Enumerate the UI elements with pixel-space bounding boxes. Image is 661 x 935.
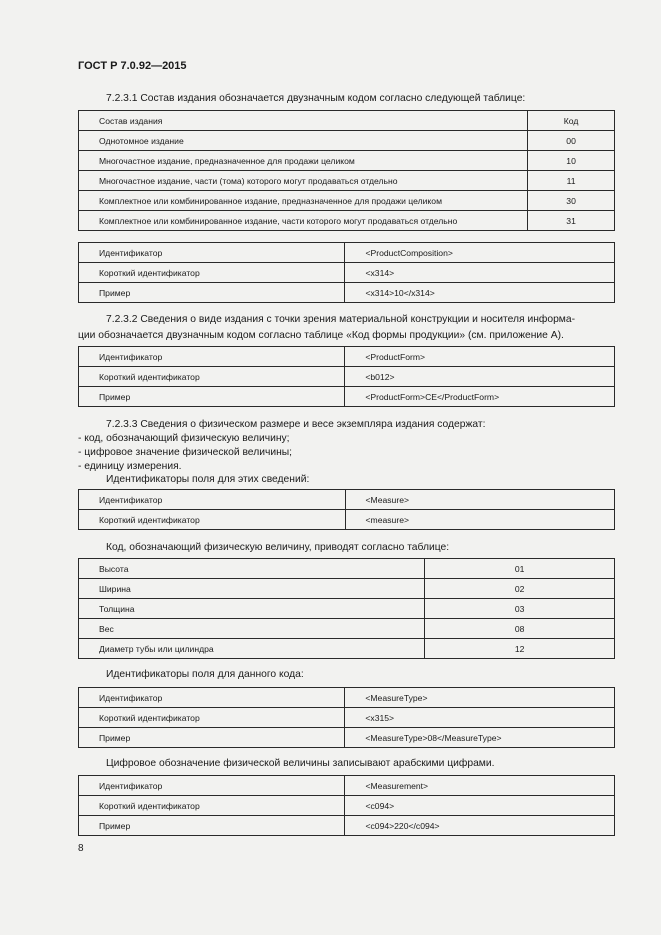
table-row [79,579,615,599]
table-cell: Многочастное издание, предназначенное для продажи целиком [79,151,528,171]
table-cell: Короткий идентификатор [79,367,345,387]
measure-type-intro: Идентификаторы поля для данного кода: [106,669,304,680]
measure-type-id-table [78,687,615,748]
table-cell: <Measurement> [345,776,615,796]
table-header-row [79,111,615,131]
table-cell: Высота [79,559,425,579]
table-cell: Короткий идентификатор [79,263,345,283]
measure-ids-intro: Идентификаторы поля для этих сведений: [106,474,310,485]
table-cell: 12 [425,639,615,659]
table-cell: Толщина [79,599,425,619]
table-cell: Пример [79,387,345,407]
table-cell: Комплектное или комбинированное издание, части которого могут продаваться отдельно [79,211,528,231]
table-row [79,776,615,796]
table-cell: Короткий идентификатор [79,796,345,816]
table-cell: Пример [79,283,345,303]
table-cell: Вес [79,619,425,639]
product-form-id-table [78,346,615,407]
table-cell: <c094> [345,796,615,816]
list-item: - цифровое значение физической величины; [78,447,293,458]
table-cell: <MeasureType>08</MeasureType> [345,728,615,748]
table-cell: Идентификатор [79,688,345,708]
section-7-2-3-3-text: 7.2.3.3 Сведения о физическом размере и весе экземпляра издания содержат: [106,419,486,430]
list-item: - единицу измерения. [78,461,182,472]
measure-code-intro: Код, обозначающий физическую величину, приводят согласно таблице: [106,542,450,553]
table-row [79,490,615,510]
table-row [79,151,615,171]
table-cell: <x314> [345,263,615,283]
table-cell: Короткий идентификатор [79,708,345,728]
table-cell: Идентификатор [79,776,345,796]
table-cell: 30 [528,191,615,211]
column-header: Код [528,111,615,131]
edition-composition-table [78,110,615,231]
table-cell: 02 [425,579,615,599]
table-cell: <measure> [345,510,614,530]
table-cell: Однотомное издание [79,131,528,151]
section-7-2-3-1-text: 7.2.3.1 Состав издания обозначается двузначным кодом согласно следующей таблице: [106,93,526,104]
table-cell: <c094>220</c094> [345,816,615,836]
table-cell: <MeasureType> [345,688,615,708]
document-header: ГОСТ Р 7.0.92—2015 [78,60,187,72]
table-row [79,599,615,619]
column-header: Состав издания [79,111,528,131]
table-row [79,283,615,303]
table-cell: <ProductForm>CE</ProductForm> [345,387,615,407]
table-row [79,347,615,367]
product-composition-id-table [78,242,615,303]
table-cell: 01 [425,559,615,579]
table-row [79,263,615,283]
table-row [79,619,615,639]
table-cell: <x314>10</x314> [345,283,615,303]
table-row [79,639,615,659]
table-row [79,688,615,708]
table-cell: 03 [425,599,615,619]
table-row [79,559,615,579]
measure-id-table [78,489,615,530]
page-number: 8 [78,843,84,854]
table-row [79,728,615,748]
measurement-intro: Цифровое обозначение физической величины записывают арабскими цифрами. [106,758,495,769]
table-row [79,191,615,211]
measurement-id-table [78,775,615,836]
table-cell: Идентификатор [79,347,345,367]
section-7-2-3-2-text-line1: 7.2.3.2 Сведения о виде издания с точки зрения материальной конструкции и носителя информа- [106,314,576,325]
table-cell: Ширина [79,579,425,599]
table-cell: <ProductComposition> [345,243,615,263]
measure-code-table [78,558,615,659]
table-cell: <Measure> [345,490,614,510]
table-cell: 31 [528,211,615,231]
table-cell: <x315> [345,708,615,728]
table-cell: Короткий идентификатор [79,510,346,530]
table-row [79,131,615,151]
table-row [79,387,615,407]
table-cell: Идентификатор [79,490,346,510]
table-row [79,816,615,836]
table-cell: 11 [528,171,615,191]
section-7-2-3-2-text-line2: ции обозначается двузначным кодом согласно таблице «Код формы продукции» (см. приложение А). [78,330,564,341]
table-row [79,171,615,191]
list-item: - код, обозначающий физическую величину; [78,433,290,444]
table-cell: Идентификатор [79,243,345,263]
table-cell: <ProductForm> [345,347,615,367]
table-cell: Комплектное или комбинированное издание, предназначенное для продажи целиком [79,191,528,211]
table-cell: 10 [528,151,615,171]
table-row [79,708,615,728]
table-row [79,796,615,816]
table-cell: Пример [79,816,345,836]
table-row [79,243,615,263]
table-cell: 08 [425,619,615,639]
table-cell: Многочастное издание, части (тома) которого могут продаваться отдельно [79,171,528,191]
table-cell: Диаметр тубы или цилиндра [79,639,425,659]
table-row [79,367,615,387]
table-cell: 00 [528,131,615,151]
table-row [79,510,615,530]
table-cell: <b012> [345,367,615,387]
table-cell: Пример [79,728,345,748]
table-row [79,211,615,231]
